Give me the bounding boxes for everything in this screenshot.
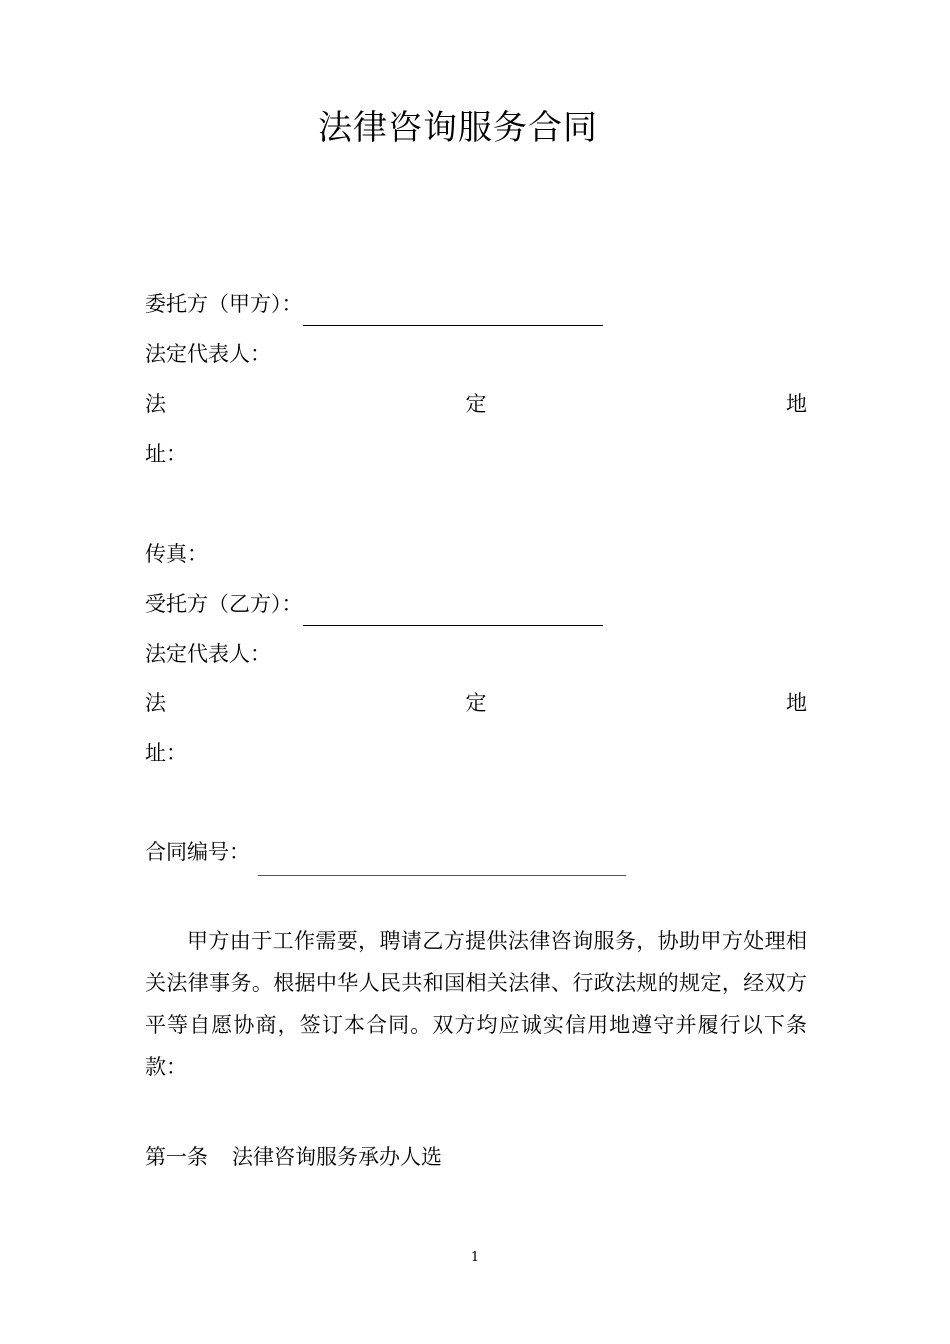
article-1-title: 法律咨询服务承办人选 [232,1145,442,1169]
party-a-label: 委托方（甲方）： [145,292,303,316]
party-a-row [145,290,603,318]
contract-number-blank [258,847,626,876]
party-b-address-char-3: 地 [786,691,807,715]
document-title: 法律咨询服务合同 [318,108,598,148]
article-1-number: 第一条 [145,1145,208,1169]
party-b-address-end: 址： [145,741,187,765]
party-a-blank [303,297,603,326]
party-a-address-char-3: 地 [786,392,807,416]
preamble-paragraph: 甲方由于工作需要，聘请乙方提供法律咨询服务，协助甲方处理相关法律事务。根据中华人民共和国相关法律、行政法规的规定，经双方平等自愿协商，签订本合同。双方均应诚实信用地遵守并履行以下条款： [145,929,807,1079]
party-b-address-char-1: 法 [145,691,166,715]
article-1-heading [145,1143,442,1171]
party-a-fax: 传真： [145,542,208,566]
party-b-address-label-spread [145,689,807,717]
party-b-address-char-2: 定 [465,691,487,715]
contract-number-label: 合同编号： [145,840,250,864]
party-a-address-char-1: 法 [145,392,166,416]
party-b-blank [303,597,603,626]
contract-number-row [145,838,626,866]
page-number: 1 [470,1250,480,1265]
party-a-address-end: 址： [145,442,187,466]
party-b-representative: 法定代表人： [145,642,271,666]
party-a-representative: 法定代表人： [145,342,271,366]
party-b-row [145,590,603,618]
party-a-address-label-spread [145,390,807,418]
party-a-address-char-2: 定 [465,392,487,416]
party-b-label: 受托方（乙方）： [145,592,303,616]
